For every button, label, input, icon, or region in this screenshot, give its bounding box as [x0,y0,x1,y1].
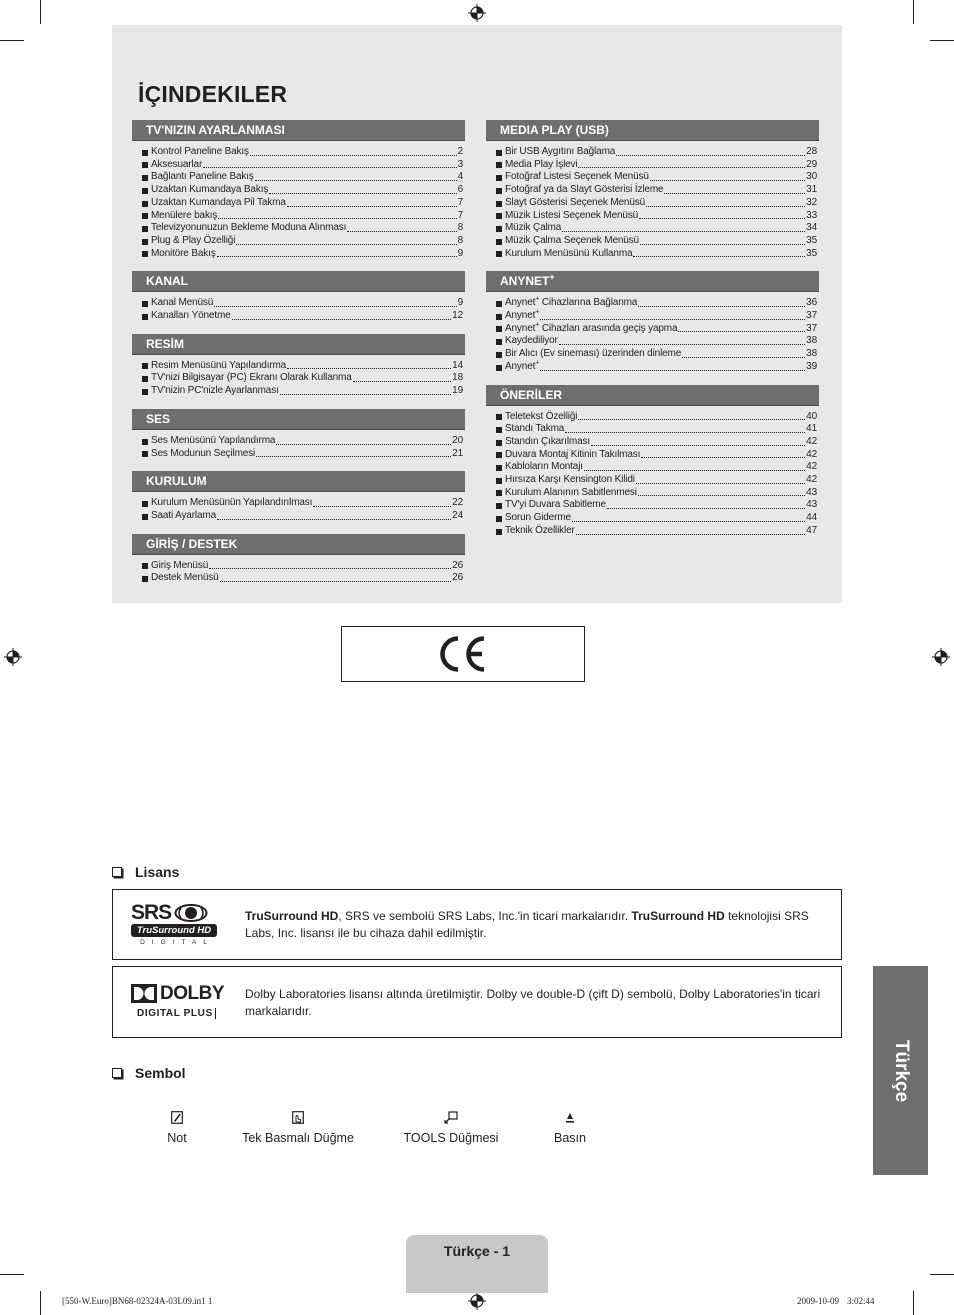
toc-section [132,120,465,260]
crop-mark [913,1291,914,1315]
dot-leader [578,167,805,168]
page-number-tab: Türkçe - 1 [406,1235,548,1293]
square-bullet-icon [496,150,502,156]
dot-leader [639,218,805,219]
toc-entry-label: Duvara Montaj Kitinin Takılması [505,448,641,460]
toc-page-number: 14 [452,359,463,371]
toc-entry-label: Ses Menüsünü Yapılandırma [151,434,276,446]
toc-entry-label: Giriş Menüsü [151,559,209,571]
toc-entry [496,146,817,159]
dot-leader [353,381,452,382]
toc-page-number: 37 [806,310,817,322]
print-slug-date: 2009-10-09 [797,1296,839,1306]
dot-leader [638,495,805,496]
square-bullet-icon [142,376,148,382]
square-bullet-icon [496,314,502,320]
toc-entry [142,448,463,461]
toc-entry-label: Saati Ayarlama [151,509,216,521]
toc-page-number: 24 [452,509,463,521]
dot-leader [203,167,456,168]
toc-page-number: 21 [452,447,463,459]
dot-leader [313,506,451,507]
square-bullet-icon [496,326,502,332]
dot-leader [269,193,456,194]
toc-section [132,471,465,522]
crop-mark [930,40,954,41]
toc-page-number: 22 [452,497,463,509]
dot-leader [682,357,805,358]
toc-page-number: 44 [806,512,817,524]
toc-entry [496,449,817,462]
toc-page-number: 40 [806,410,817,422]
dot-leader [217,256,457,257]
language-side-tab: Türkçe [873,966,928,1175]
toc-entry [142,372,463,385]
dot-leader [559,344,805,345]
square-bullet-icon [496,465,502,471]
square-bullet-icon [142,175,148,181]
dot-leader [616,155,805,156]
table-of-contents [112,25,842,603]
square-bullet-icon [496,414,502,420]
toc-page-number: 41 [806,423,817,435]
toc-entry [496,297,817,310]
registration-mark-icon [932,648,950,666]
crop-mark [40,0,41,24]
toc-entry [142,310,463,323]
toc-entry [496,323,817,336]
square-bullet-icon [496,490,502,496]
toc-page-number: 7 [457,196,463,208]
dot-leader [347,231,456,232]
toc-entry [496,499,817,512]
toc-section-header: SES [132,409,465,430]
toc-section-header: KURULUM [132,471,465,492]
toc-entry-label: TV'yi Duvara Sabitleme [505,499,606,511]
toc-entry [142,385,463,398]
srs-logo: SRS TruSurround HD DIGITAL [131,904,223,946]
dot-leader [565,432,805,433]
registration-mark-icon [4,648,22,666]
toc-entry-label: Kabloların Montajı [505,461,583,473]
square-bullet-icon [142,563,148,569]
square-bullet-icon [496,226,502,232]
dot-leader [276,444,451,445]
toc-page-number: 42 [806,474,817,486]
symbol-note: Not [112,1106,242,1145]
toc-entry [496,361,817,374]
toc-entry [142,248,463,261]
toc-entry [142,560,463,573]
square-bullet-icon [496,440,502,446]
toc-section-header: ÖNERİLER [486,385,819,406]
toc-entry-label: Kanal Menüsü [151,297,214,309]
toc-entry [496,436,817,449]
square-bullet-icon [142,389,148,395]
toc-page-number: 38 [806,348,817,360]
toc-page-number: 33 [806,209,817,221]
srs-license-text: TruSurround HD, SRS ve sembolü SRS Labs, Inc.'in ticari markalarıdır. TruSurround HD teknolojisi SRS Labs, Inc. lisansı ile bu cihaza dahil edilmiştir. [245,909,809,940]
toc-entry-label: Aksesuarlar [151,158,203,170]
toc-entry-label: Fotoğraf Listesi Seçenek Menüsü [505,171,649,183]
toc-entry [496,335,817,348]
toc-page-number: 9 [457,247,463,259]
print-slug-file: [550-W.Euro]BN68-02324A-03L09.in1 1 [62,1296,213,1306]
toc-entry [496,210,817,223]
print-slug-time: 3:02:44 [847,1296,875,1306]
one-touch-button-icon [292,1111,304,1124]
toc-page-number: 38 [806,335,817,347]
toc-page-number: 39 [806,360,817,372]
crop-mark [913,0,914,24]
toc-page-number: 43 [806,499,817,511]
square-bullet-icon [142,226,148,232]
toc-entry [496,235,817,248]
toc-section-header: ANYNET+ [486,271,819,292]
toc-entry-label: Teletekst Özelliği [505,410,578,422]
crop-mark [0,40,24,41]
square-bullet-icon [496,188,502,194]
symbol-tools: TOOLS Düğmesi [386,1106,516,1145]
toc-page-number: 12 [452,310,463,322]
dot-leader [280,394,452,395]
registration-mark-icon [468,1292,486,1310]
square-bullet-icon [496,201,502,207]
dot-leader [217,519,451,520]
toc-section-header: TV'NIZIN AYARLANMASI [132,120,465,141]
square-bullet-icon [142,239,148,245]
toc-entry-label: Plug & Play Özelliği [151,234,236,246]
toc-entry [496,474,817,487]
toc-entry-label: Destek Menüsü [151,572,219,584]
dot-leader [540,319,805,320]
toc-page-number: 30 [806,171,817,183]
toc-entry-label: Kanalları Yönetme [151,310,231,322]
dot-leader [641,457,805,458]
crop-mark [930,1274,954,1275]
square-bullet-icon [496,503,502,509]
toc-page-number: 36 [806,297,817,309]
square-bullet-icon [142,314,148,320]
toc-page-number: 28 [806,146,817,157]
toc-page-number: 34 [806,222,817,234]
toc-entry [496,487,817,500]
dot-leader [232,319,452,320]
square-bullet-icon [496,301,502,307]
toc-section [486,385,819,538]
square-bullet-icon [496,175,502,181]
dot-leader [218,218,456,219]
toc-entry-label: Müzik Çalma Seçenek Menüsü [505,234,639,246]
toc-entry [142,171,463,184]
dot-leader [540,370,805,371]
dolby-logo: DOLBY DIGITAL PLUS [131,984,224,1021]
registration-mark-icon [468,4,486,22]
dot-leader [578,419,805,420]
toc-entry [496,159,817,172]
toc-entry-label: Bir USB Aygıtını Bağlama [505,146,616,157]
toc-entry-label: Uzaktan Kumandaya Bakış [151,184,269,196]
toc-section [486,120,819,260]
dot-leader [255,180,457,181]
toc-page-number: 31 [806,184,817,196]
toc-entry-label: Müzik Çalma [505,222,562,234]
toc-entry [142,572,463,585]
toc-section-header: RESİM [132,334,465,355]
toc-entry-label: Resim Menüsünü Yapılandırma [151,359,287,371]
toc-page-number: 42 [806,461,817,473]
toc-page-number: 8 [457,222,463,234]
square-bullet-icon [496,239,502,245]
toc-entry-label: Anynet+ [505,308,540,322]
toc-entry [142,435,463,448]
toc-page-number: 18 [452,372,463,384]
square-bullet-icon [496,427,502,433]
toc-page-number: 8 [457,234,463,246]
square-bullet-icon [142,363,148,369]
dot-leader [250,155,457,156]
dot-leader [562,231,805,232]
dolby-license-text: Dolby Laboratories lisansı altında üretilmiştir. Dolby ve double-D (çift D) sembolü, Dolby Laboratories'in ticari markalarıdır. [245,987,821,1018]
toc-entry-label: Kaydediliyor [505,335,558,347]
toc-section [132,334,465,398]
ce-mark-box [341,626,585,682]
toc-entry-label: Standı Takma [505,423,565,435]
toc-page-number: 19 [452,385,463,397]
toc-entry [496,512,817,525]
toc-section-header: MEDIA PLAY (USB) [486,120,819,141]
toc-entry [496,222,817,235]
toc-entry [496,248,817,261]
toc-page-number: 26 [452,559,463,571]
dot-leader [584,470,805,471]
dot-leader [640,244,805,245]
square-bullet-icon [142,201,148,207]
square-bullet-icon [496,529,502,535]
toc-entry [142,197,463,210]
square-bullet-icon [142,251,148,257]
toc-section-header: GİRİŞ / DESTEK [132,534,465,555]
toc-page-number: 47 [806,524,817,536]
toc-entry-label: Menülere bakış [151,209,218,221]
toc-page-number: 9 [457,297,463,309]
toc-entry-label: Bağlantı Paneline Bakış [151,171,254,183]
toc-entry [496,184,817,197]
toc-entry [496,310,817,323]
srs-circle-icon [174,904,208,922]
dot-leader [591,445,805,446]
toc-entry-label: Monitöre Bakış [151,247,216,259]
toc-page-number: 7 [457,209,463,221]
srs-license-box [112,889,842,960]
toc-entry [496,423,817,436]
toc-entry [142,360,463,373]
toc-entry-label: TV'nizin PC'nizle Ayarlanması [151,385,279,397]
toc-page-number: 4 [457,171,463,183]
dot-leader [576,534,805,535]
square-bullet-icon [496,478,502,484]
toc-entry-label: Fotoğraf ya da Slayt Gösterisi İzleme [505,184,664,196]
toc-entry [142,497,463,510]
checkbox-bullet-icon [112,1068,122,1078]
toc-page-number: 37 [806,322,817,334]
toc-section [132,271,465,322]
toc-section [132,409,465,460]
double-d-icon [131,984,157,1003]
square-bullet-icon [496,452,502,458]
ce-mark-icon [437,635,487,673]
toc-page-number: 43 [806,486,817,498]
square-bullet-icon [142,501,148,507]
toc-entry [142,510,463,523]
toc-entry-label: Uzaktan Kumandaya Pil Takma [151,196,286,208]
note-icon [171,1111,183,1124]
square-bullet-icon [496,352,502,358]
square-bullet-icon [496,516,502,522]
toc-section [486,271,819,373]
toc-section-header: KANAL [132,271,465,292]
toc-entry-label: Sorun Giderme [505,512,571,524]
dot-leader [209,568,451,569]
toc-page-number: 6 [457,184,463,196]
toc-entry-label: Anynet+ Cihazlarına Bağlanma [505,296,638,309]
license-heading: Lisans [112,864,179,880]
toc-column-right [486,120,819,549]
symbol-heading: Sembol [112,1065,186,1081]
toc-entry-label: Kurulum Menüsünü Kullanma [505,247,633,259]
toc-page-number: 35 [806,234,817,246]
toc-entry-label: Slayt Gösterisi Seçenek Menüsü [505,196,646,208]
toc-entry-label: Televizyonunuzun Bekleme Moduna Alınması [151,222,347,234]
toc-entry-label: TV'nizi Bilgisayar (PC) Ekranı Olarak Kullanma [151,372,352,384]
square-bullet-icon [142,576,148,582]
toc-entry [142,159,463,172]
toc-entry-label: Müzik Listesi Seçenek Menüsü [505,209,639,221]
square-bullet-icon [142,439,148,445]
toc-page-number: 32 [806,196,817,208]
toc-page-number: 3 [457,158,463,170]
square-bullet-icon [142,451,148,457]
toc-entry-label: Standın Çıkarılması [505,435,590,447]
square-bullet-icon [142,188,148,194]
toc-page-number: 26 [452,572,463,584]
toc-page-number: 42 [806,435,817,447]
toc-entry-label: Media Play İşlevi [505,158,578,170]
dot-leader [678,331,805,332]
toc-entry-label: Bir Alıcı (Ev sineması) üzerinden dinleme [505,348,682,360]
toc-entry [496,171,817,184]
toc-entry [496,461,817,474]
toc-entry [142,297,463,310]
toc-entry-label: Anynet+ [505,359,540,372]
toc-entry-label: Kontrol Paneline Bakış [151,146,249,157]
toc-entry [142,210,463,223]
dot-leader [256,456,451,457]
dot-leader [236,244,456,245]
square-bullet-icon [496,251,502,257]
square-bullet-icon [142,150,148,156]
toc-entry [142,235,463,248]
square-bullet-icon [496,213,502,219]
toc-entry-label: Kurulum Alanının Sabitlenmesi [505,486,637,498]
toc-title: İÇINDEKILER [138,81,288,107]
toc-entry [496,348,817,361]
toc-entry [142,184,463,197]
square-bullet-icon [142,213,148,219]
dot-leader [287,206,457,207]
toc-page-number: 29 [806,158,817,170]
toc-page-number: 35 [806,247,817,259]
toc-page-number: 20 [452,434,463,446]
dot-leader [287,368,451,369]
dot-leader [214,306,456,307]
checkbox-bullet-icon [112,867,122,877]
toc-column-left [132,120,465,596]
square-bullet-icon [142,162,148,168]
toc-entry-label: Hırsıza Karşı Kensington Kilidi [505,474,635,486]
tools-button-icon [444,1111,458,1124]
square-bullet-icon [496,365,502,371]
dot-leader [572,521,805,522]
dot-leader [638,306,805,307]
toc-page-number: 2 [457,146,463,157]
dot-leader [650,180,805,181]
toc-entry [142,146,463,159]
toc-entry-label: Ses Modunun Seçilmesi [151,447,256,459]
dot-leader [664,193,805,194]
crop-mark [40,1291,41,1315]
dot-leader [636,483,805,484]
crop-mark [0,1274,24,1275]
toc-entry-label: Anynet+ Cihazları arasında geçiş yapma [505,321,678,334]
toc-section [132,534,465,585]
symbol-press: Basın [505,1106,635,1145]
dot-leader [633,256,805,257]
toc-entry-label: Kurulum Menüsünün Yapılandırılması [151,497,313,509]
dot-leader [646,206,805,207]
press-icon [565,1110,575,1124]
dolby-license-box [112,966,842,1038]
toc-entry-label: Teknik Özellikler [505,524,575,536]
toc-entry [142,222,463,235]
toc-entry [496,411,817,424]
square-bullet-icon [142,301,148,307]
square-bullet-icon [496,339,502,345]
toc-entry [496,525,817,538]
square-bullet-icon [142,514,148,520]
dot-leader [220,581,452,582]
dot-leader [607,508,805,509]
toc-entry [496,197,817,210]
toc-page-number: 42 [806,448,817,460]
symbol-one-touch: Tek Basmalı Düğme [233,1106,363,1145]
square-bullet-icon [496,162,502,168]
